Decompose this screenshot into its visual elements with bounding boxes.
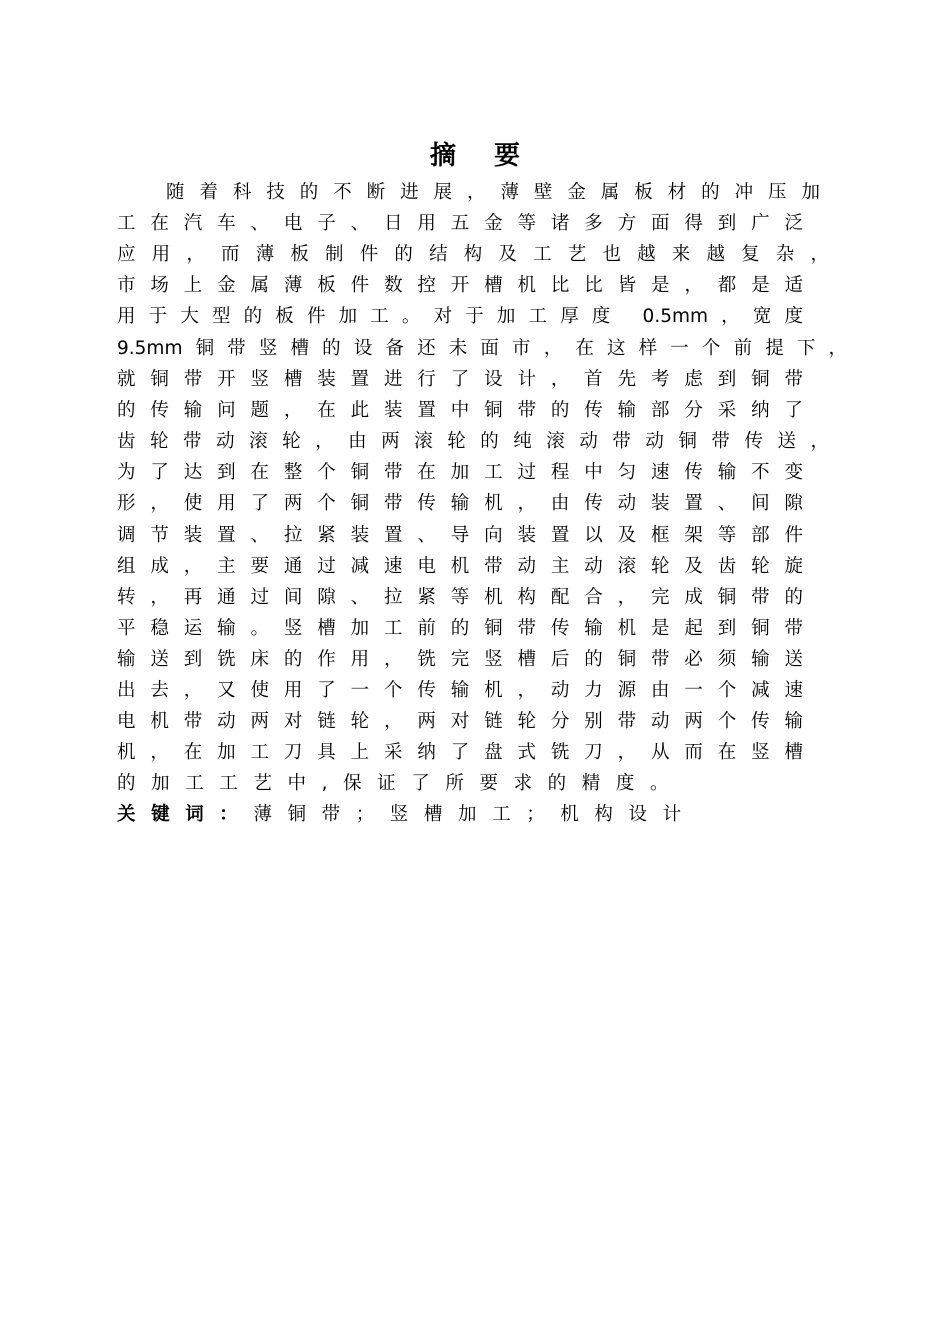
keywords-line (117, 799, 697, 830)
abstract-line-15: 平稳运输。竖槽加工前的铜带传输机是起到铜带 (117, 618, 803, 639)
abstract-line-14: 转，再通过间隙、拉紧等机构配合，完成铜带的 (117, 587, 803, 608)
abstract-line-18: 电机带动两对链轮，两对链轮分别带动两个传输 (117, 711, 803, 732)
abstract-line-16: 输送到铣床的作用，铣完竖槽后的铜带必须输送 (117, 649, 803, 670)
abstract-line-1: 随着科技的不断进展，薄壁金属板材的冲压加 (166, 182, 820, 203)
abstract-line-4: 市场上金属薄板件数控开槽机比比皆是，都是适 (117, 275, 803, 296)
abstract-line-3: 应用，而薄板制件的结构及工艺也越来越复杂， (117, 244, 829, 265)
abstract-line-9: 齿轮带动滚轮，由两滚轮的纯滚动带动铜带传送， (117, 431, 829, 452)
abstract-line-7: 就铜带开竖槽装置进行了设计，首先考虑到铜带 (117, 369, 803, 390)
abstract-line-11: 形，使用了两个铜带传输机，由传动装置、间隙 (117, 493, 803, 514)
abstract-title: 摘要 (429, 141, 558, 171)
abstract-line-2: 工在汽车、电子、日用五金等诸多方面得到广泛 (117, 213, 803, 234)
abstract-line-19: 机，在加工刀具上采纳了盘式铣刀，从而在竖槽 (117, 742, 803, 763)
abstract-line-6: 9.5mm铜带竖槽的设备还未面市，在这样一个前提下， (117, 338, 847, 359)
abstract-line-20: 的加工工艺中,保证了所要求的精度。 (117, 773, 685, 794)
keywords-label: 关键词： (117, 804, 254, 825)
abstract-line-8: 的传输问题，在此装置中铜带的传输部分采纳了 (117, 400, 803, 421)
abstract-line-5: 用于大型的板件加工。对于加工厚度 0.5mm，宽度 (117, 306, 803, 327)
abstract-line-13: 组成，主要通过减速电机带动主动滚轮及齿轮旋 (117, 556, 803, 577)
abstract-line-17: 出去，又使用了一个传输机，动力源由一个减速 (117, 680, 803, 701)
abstract-line-10: 为了达到在整个铜带在加工过程中匀速传输不变 (117, 462, 803, 483)
keywords-value: 薄铜带；竖槽加工；机构设计 (253, 804, 697, 825)
abstract-line-12: 调节装置、拉紧装置、导向装置以及框架等部件 (117, 525, 803, 546)
